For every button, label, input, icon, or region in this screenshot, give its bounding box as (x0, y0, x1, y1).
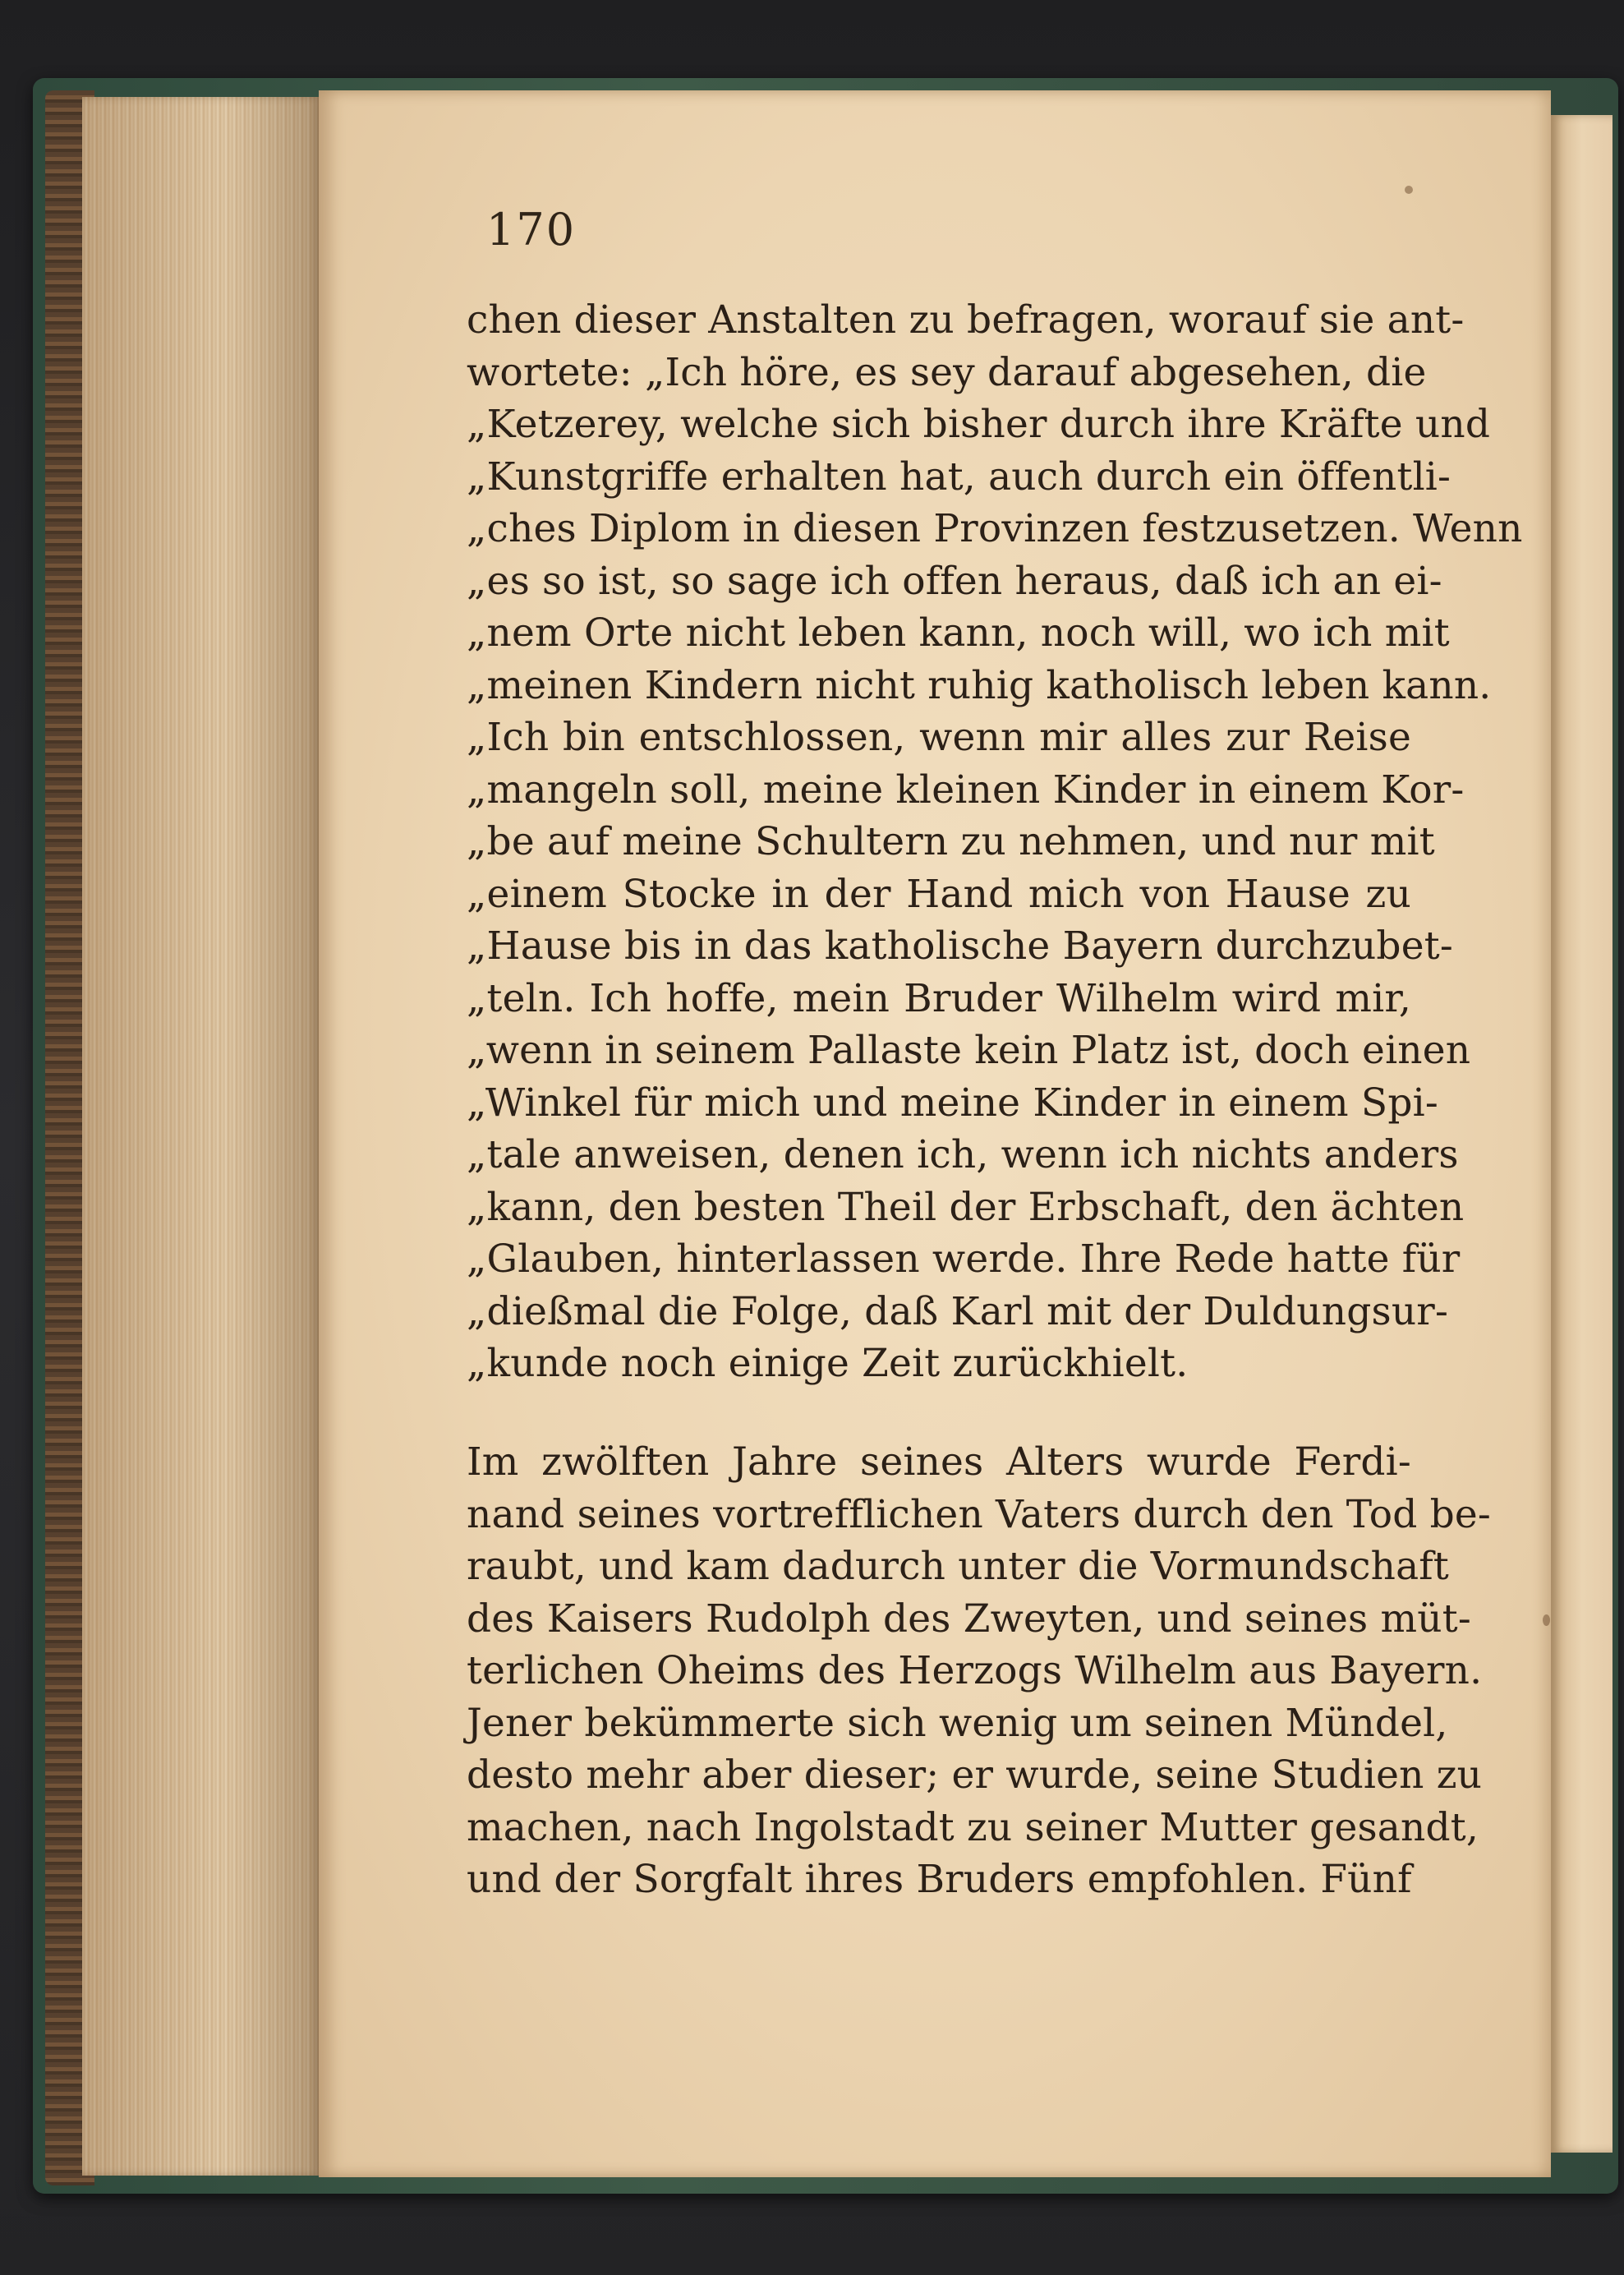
text-line: „be auf meine Schultern zu nehmen, und nur mit (467, 819, 1435, 864)
text-line: Im zwölften Jahre seines Alters wurde Ferdi- (467, 1439, 1411, 1485)
facing-page-edge (1551, 115, 1612, 2153)
text-line: und der Sorgfalt ihres Bruders empfohlen. Fünf (467, 1857, 1412, 1902)
text-line: „kann, den besten Theil der Erbschaft, den ächten (467, 1185, 1465, 1230)
ink-spot (1543, 1614, 1550, 1626)
text-line: „teln. Ich hoffe, mein Bruder Wilhelm wird mir, (467, 976, 1411, 1021)
text-line: „Glauben, hinterlassen werde. Ihre Rede hatte für (467, 1237, 1461, 1282)
text-line: „mangeln soll, meine kleinen Kinder in einem Kor- (467, 767, 1465, 813)
text-line: „nem Orte nicht leben kann, noch will, wo ich mit (467, 610, 1450, 656)
text-line: des Kaisers Rudolph des Zweyten, und seines müt- (467, 1596, 1471, 1642)
text-line: wortete: „Ich höre, es sey darauf abgesehen, die (467, 350, 1427, 395)
text-line: machen, nach Ingolstadt zu seiner Mutter gesandt, (467, 1805, 1479, 1850)
text-line: „Ketzerey, welche sich bisher durch ihre Kräfte und (467, 402, 1491, 447)
text-line: „kunde noch einige Zeit zurückhielt. (467, 1341, 1189, 1386)
text-line: raubt, und kam dadurch unter die Vormundschaft (467, 1544, 1449, 1589)
page-stack-edge (82, 97, 320, 2176)
ink-spot (1405, 186, 1413, 194)
text-line: „Hause bis in das katholische Bayern durchzubet- (467, 923, 1453, 969)
text-line: desto mehr aber dieser; er wurde, seine Studien zu (467, 1752, 1483, 1798)
text-line: „dießmal die Folge, daß Karl mit der Duldungsur- (467, 1289, 1449, 1334)
text-line: nand seines vortrefflichen Vaters durch den Tod be- (467, 1492, 1492, 1537)
text-line: „es so ist, so sage ich offen heraus, daß ich an ei- (467, 559, 1442, 604)
text-line: „Ich bin entschlossen, wenn mir alles zur Reise (467, 715, 1411, 760)
text-line: „Winkel für mich und meine Kinder in einem Spi- (467, 1080, 1438, 1126)
text-line: „Kunstgriffe erhalten hat, auch durch ein öffentli- (467, 454, 1451, 500)
text-line: „meinen Kindern nicht ruhig katholisch leben kann. (467, 663, 1492, 708)
text-line: „tale anweisen, denen ich, wenn ich nichts anders (467, 1132, 1459, 1177)
text-line: „einem Stocke in der Hand mich von Hause zu (467, 872, 1411, 917)
text-line: terlichen Oheims des Herzogs Wilhelm aus Bayern. (467, 1648, 1483, 1693)
text-line: Jener bekümmerte sich wenig um seinen Mündel, (467, 1701, 1448, 1746)
text-line: „wenn in seinem Pallaste kein Platz ist, doch einen (467, 1028, 1471, 1073)
page-number: 170 (486, 204, 577, 256)
text-line: „ches Diplom in diesen Provinzen festzusetzen. Wenn (467, 506, 1523, 551)
text-line: chen dieser Anstalten zu befragen, worauf sie ant- (467, 297, 1465, 343)
